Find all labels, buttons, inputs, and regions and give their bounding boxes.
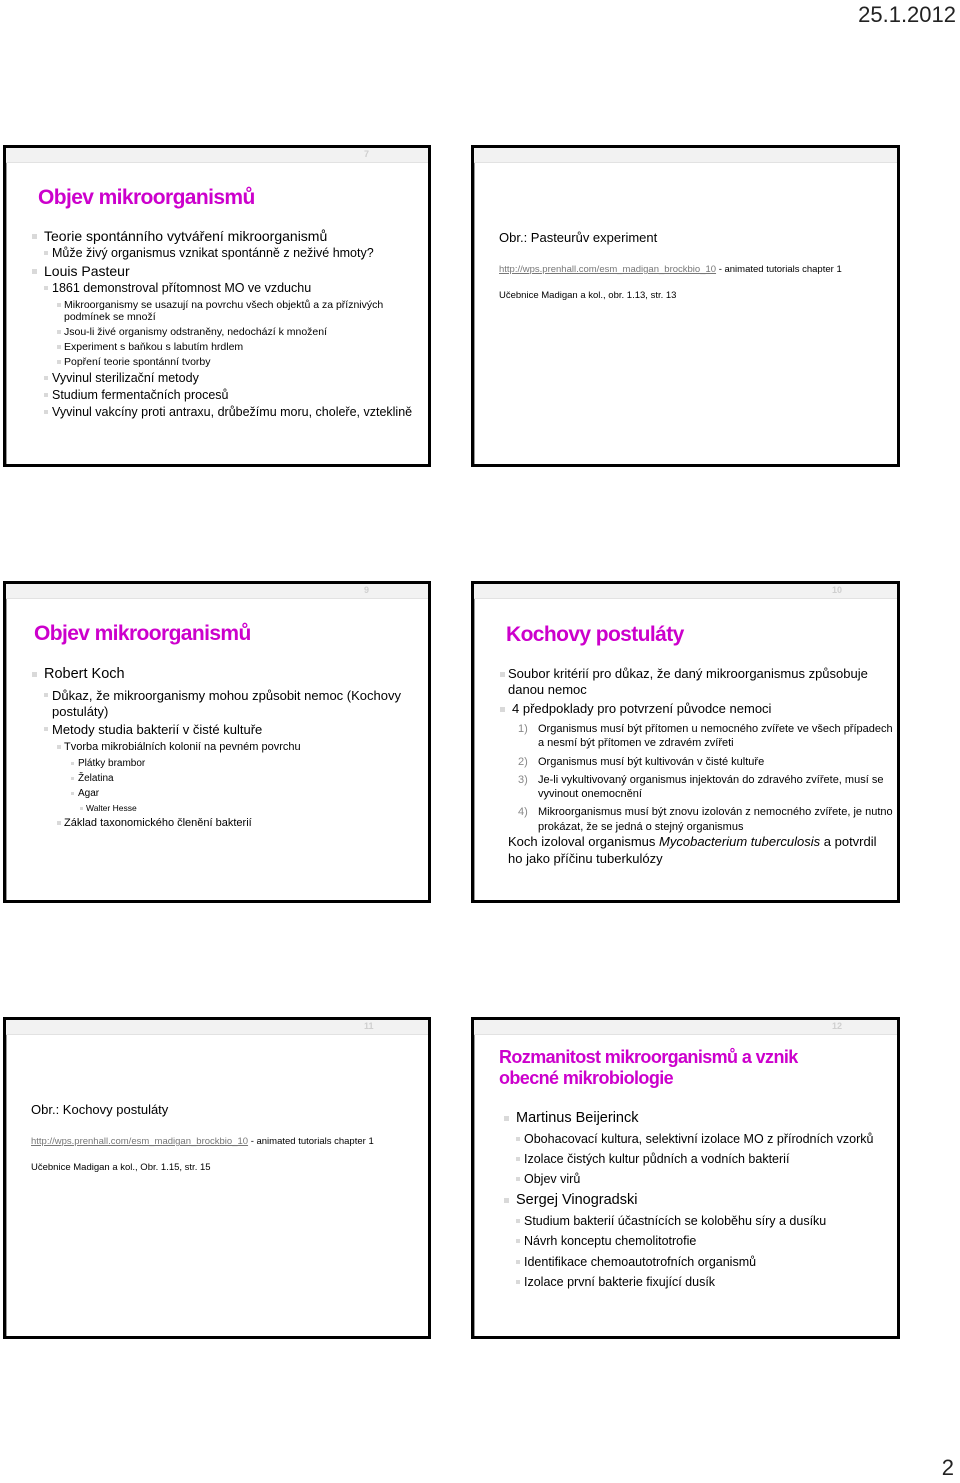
- list-item: Martinus Beijerinck: [502, 1110, 898, 1128]
- slide-7: [3, 145, 431, 467]
- figure-caption: Obr.: Kochovy postuláty: [31, 1102, 169, 1117]
- list-item: Teorie spontánního vytváření mikroorganismů: [30, 228, 414, 245]
- list-item: Izolace první bakterie fixující dusík: [502, 1275, 898, 1290]
- slide-number: 7: [364, 149, 370, 159]
- postulate-number: 3): [518, 773, 528, 786]
- koch-text-start: Koch izoloval organismus: [508, 834, 660, 849]
- postulate-text: Organismus musí být kultivován v čisté kultuře: [538, 755, 765, 768]
- bullet-list: [30, 666, 414, 833]
- slide-number: 10: [832, 585, 843, 595]
- list-item: Sergej Vinogradski: [502, 1192, 898, 1210]
- list-item: Základ taxonomického členění bakterií: [30, 817, 414, 830]
- species-name: Mycobacterium tuberculosis: [659, 834, 821, 849]
- list-item: Může živý organismus vznikat spontánně z neživé hmoty?: [30, 246, 414, 261]
- postulate-text: Organismus musí být přítomen u nemocného zvířete ve všech případech a nesmí být přítomen ve zdravém zvířeti: [538, 723, 893, 750]
- postulate-item: [498, 773, 894, 802]
- bullet-list: [498, 666, 894, 720]
- list-item: Návrh konceptu chemolitotrofie: [502, 1234, 898, 1249]
- slide-12: [471, 1017, 900, 1339]
- animation-link-line: [499, 264, 842, 275]
- slide-number: 12: [832, 1021, 843, 1031]
- slide-8: [471, 145, 900, 467]
- list-item: Experiment s baňkou s labutím hrdlem: [30, 341, 414, 354]
- page-date: 25.1.2012: [858, 2, 956, 27]
- postulate-text: Je-li vykultivovaný organismus injektován do zdravého zvířete, musí se vyvinout onemocnění: [538, 773, 884, 801]
- postulate-list: [498, 722, 894, 838]
- list-item: Identifikace chemoautotrofních organismů: [502, 1255, 898, 1270]
- link-suffix: - animated tutorials chapter 1: [250, 1136, 374, 1147]
- postulate-item: [498, 722, 894, 751]
- bullet-list: [502, 1110, 898, 1295]
- title-line-1: Rozmanitost mikroorganismů a vznik: [499, 1047, 798, 1067]
- slide-number: 9: [364, 585, 370, 595]
- title-line-2: obecné mikrobiologie: [499, 1068, 674, 1089]
- list-item: Tvorba mikrobiálních kolonií na pevném povrchu: [30, 741, 414, 754]
- list-item: Mikroorganismy se usazují na povrchu všech objektů a za příznivých podmínek se množí: [30, 299, 414, 325]
- slide-number: 11: [364, 1021, 374, 1031]
- list-item: Popření teorie spontánní tvorby: [30, 356, 414, 369]
- list-item: Vyvinul vakcíny proti antraxu, drůbežímu moru, choleře, vzteklině: [30, 405, 414, 420]
- slide-title: Kochovy postuláty: [506, 623, 684, 646]
- list-item: Obohacovací kultura, selektivní izolace MO z přírodních vzorků: [502, 1132, 898, 1147]
- postulate-number: 2): [518, 755, 528, 768]
- textbook-reference: Učebnice Madigan a kol., obr. 1.13, str. 13: [499, 290, 677, 301]
- figure-caption: Obr.: Pasteurův experiment: [499, 230, 658, 245]
- slide-11: [3, 1017, 431, 1339]
- list-item: 4 předpoklady pro potvrzení původce nemoci: [498, 701, 894, 717]
- postulate-number: 1): [518, 723, 528, 735]
- list-item: Louis Pasteur: [30, 263, 414, 280]
- slide-title: [499, 1047, 798, 1089]
- koch-statement: [508, 834, 888, 868]
- list-item: Vyvinul sterilizační metody: [30, 371, 414, 386]
- koch-text-end: a potvrdil ho jako příčinu tuberkulózy: [508, 834, 877, 866]
- list-item: Agar: [30, 788, 414, 800]
- list-item: Studium bakterií účastnících se koloběhu síry a dusíku: [502, 1214, 898, 1229]
- list-item: Plátky brambor: [30, 758, 414, 770]
- list-item: Metody studia bakterií v čisté kultuře: [30, 722, 414, 738]
- slide-title: Objev mikroorganismů: [38, 186, 255, 209]
- animation-link[interactable]: http://wps.prenhall.com/esm_madigan_brockbio_10: [31, 1136, 249, 1147]
- animation-link[interactable]: http://wps.prenhall.com/esm_madigan_brockbio_10: [499, 264, 717, 275]
- list-item: Jsou-li živé organismy odstraněny, nedochází k množení: [30, 326, 414, 339]
- textbook-reference: Učebnice Madigan a kol., Obr. 1.15, str. 15: [31, 1162, 211, 1173]
- list-item: Želatina: [30, 773, 414, 785]
- page-number: 2: [941, 1455, 954, 1480]
- list-item: Studium fermentačních procesů: [30, 388, 414, 403]
- slide-header-bar: [474, 148, 897, 163]
- link-suffix: - animated tutorials chapter 1: [718, 264, 842, 275]
- slide-10: [471, 581, 900, 903]
- postulate-text: Mikroorganismus musí být znovu izolován z nemocného zvířete, je nutno prokázat, že se jedná o stejný organismus: [538, 806, 893, 833]
- postulate-item: [498, 755, 894, 769]
- list-item: Izolace čistých kultur půdních a vodních bakterií: [502, 1152, 898, 1167]
- list-item: Robert Koch: [30, 666, 414, 684]
- list-item: Soubor kritérií pro důkaz, že daný mikroorganismus způsobuje danou nemoc: [498, 666, 894, 698]
- animation-link-line: [31, 1136, 374, 1147]
- postulate-number: 4): [518, 806, 528, 819]
- list-item: 1861 demonstroval přítomnost MO ve vzduchu: [30, 281, 414, 296]
- list-item: Objev virů: [502, 1172, 898, 1187]
- list-item: Důkaz, že mikroorganismy mohou způsobit nemoc (Kochovy postuláty): [30, 688, 414, 720]
- bullet-list: [30, 228, 414, 422]
- slide-9: [3, 581, 431, 903]
- slide-title: Objev mikroorganismů: [34, 622, 251, 645]
- list-item: Walter Hesse: [30, 803, 414, 813]
- postulate-item: [498, 805, 894, 834]
